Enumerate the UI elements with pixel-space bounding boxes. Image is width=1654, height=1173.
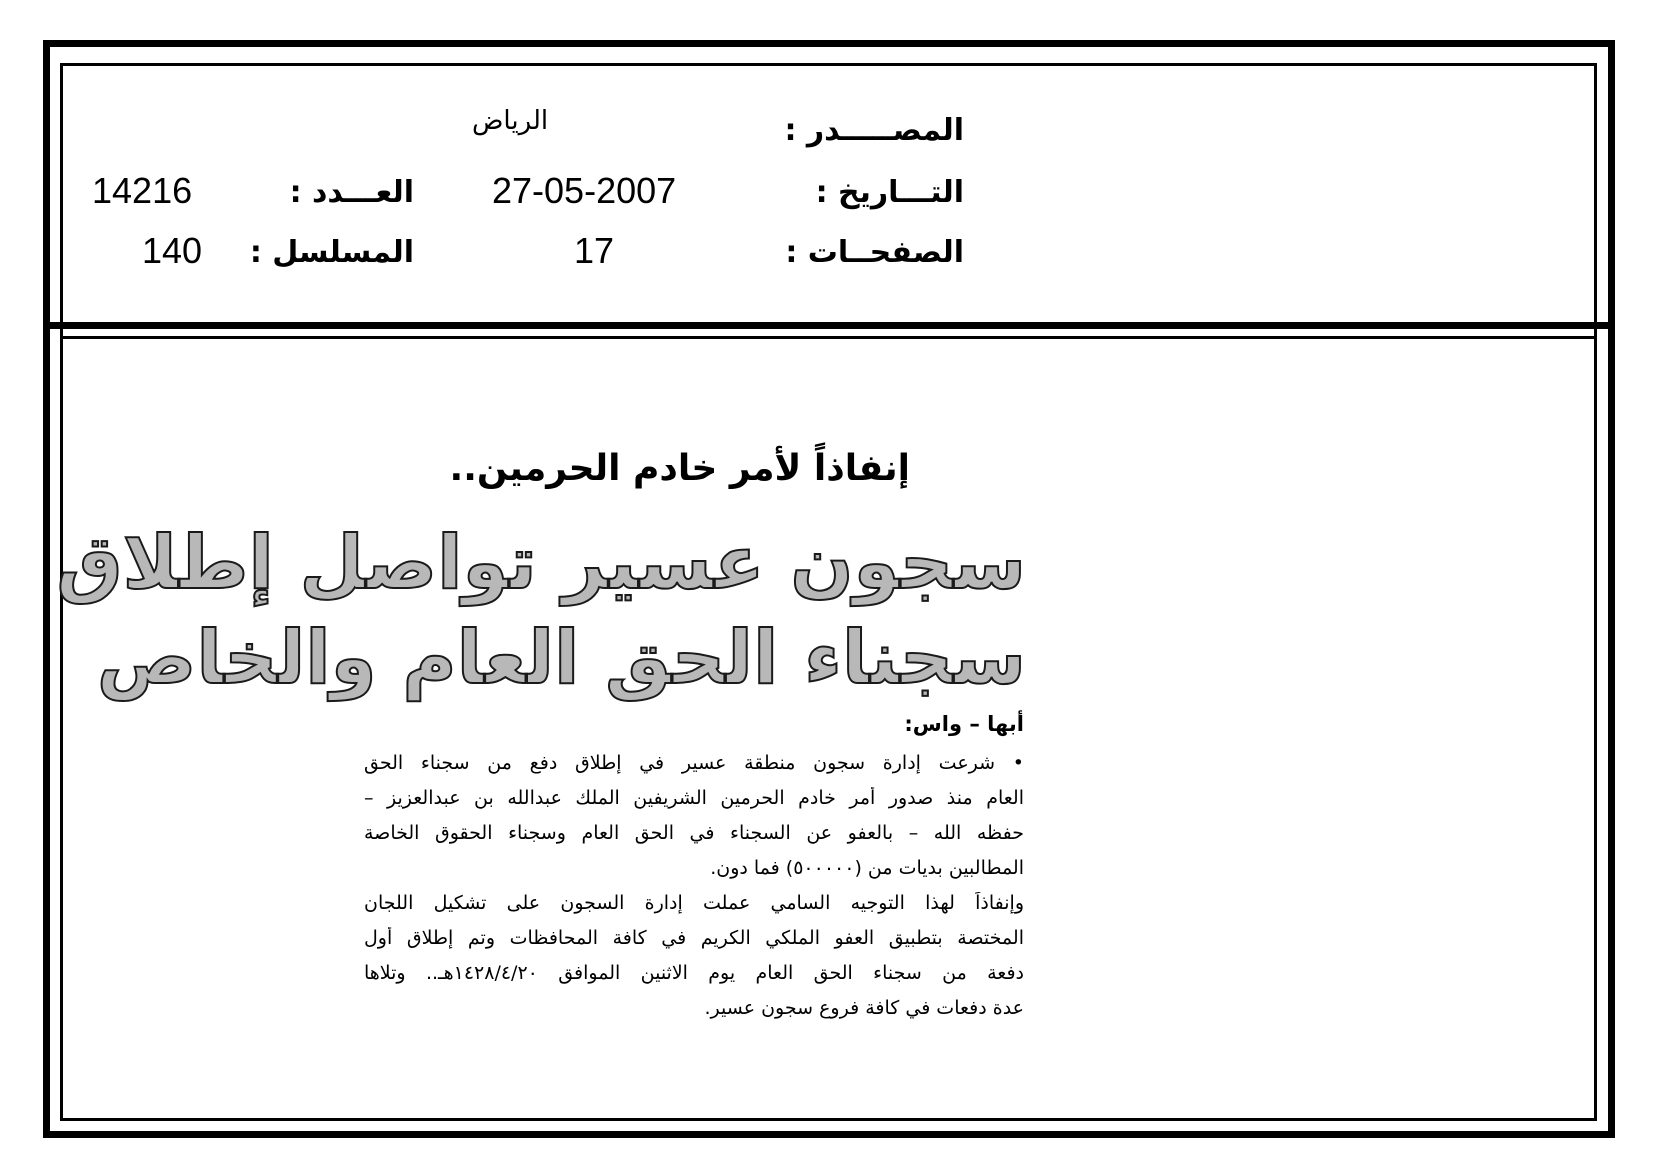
article-headline-line2: سجناء الحق العام والخاص [96,615,1026,701]
article-body-line: المختصة بتطبيق العفو الملكي الكريم في كافة المحافظات وتم إطلاق أول [364,927,1024,949]
article-headline-line1: سجون عسير تواصل إطلاق [56,520,1026,606]
article-body-line: حفظه الله – بالعفو عن السجناء في الحق العام وسجناء الحقوق الخاصة [364,822,1024,844]
article-body-line: دفعة من سجناء الحق العام يوم الاثنين الموافق ١٤٢٨/٤/٢٠هـ.. وتلاها [364,962,1024,984]
article-body-line: عدة دفعات في كافة فروع سجون عسير. [704,997,1024,1019]
article-body-line: المطالبين بديات من (٥٠٠٠٠٠) فما دون. [710,857,1024,879]
header-divider-thin [60,336,1597,339]
issue-label: العـــدد : [289,175,414,210]
source-value: الرياض [472,106,549,136]
serial-label: المسلسل : [249,235,414,270]
source-label: المصـــــدر : [784,113,964,148]
article-body-line: العام منذ صدور أمر خادم الحرمين الشريفين الملك عبدالله بن عبدالعزيز – [364,787,1024,809]
article-body-line: وإنفاذاً لهذا التوجيه السامي عملت إدارة السجون على تشكيل اللجان [364,892,1024,914]
issue-value: 14216 [92,170,193,211]
serial-value: 140 [142,230,203,271]
pages-label: الصفحــات : [785,235,964,270]
article-kicker: إنفاذاً لأمر خادم الحرمين.. [449,448,910,489]
pages-value: 17 [574,230,615,271]
article-body-line: • شرعت إدارة سجون منطقة عسير في إطلاق دفع من سجناء الحق [364,752,1024,774]
date-value: 27-05-2007 [492,170,677,211]
date-label: التـــاريخ : [815,175,964,210]
article-dateline: أبها – واس: [904,712,1024,736]
header-divider [50,322,1608,329]
